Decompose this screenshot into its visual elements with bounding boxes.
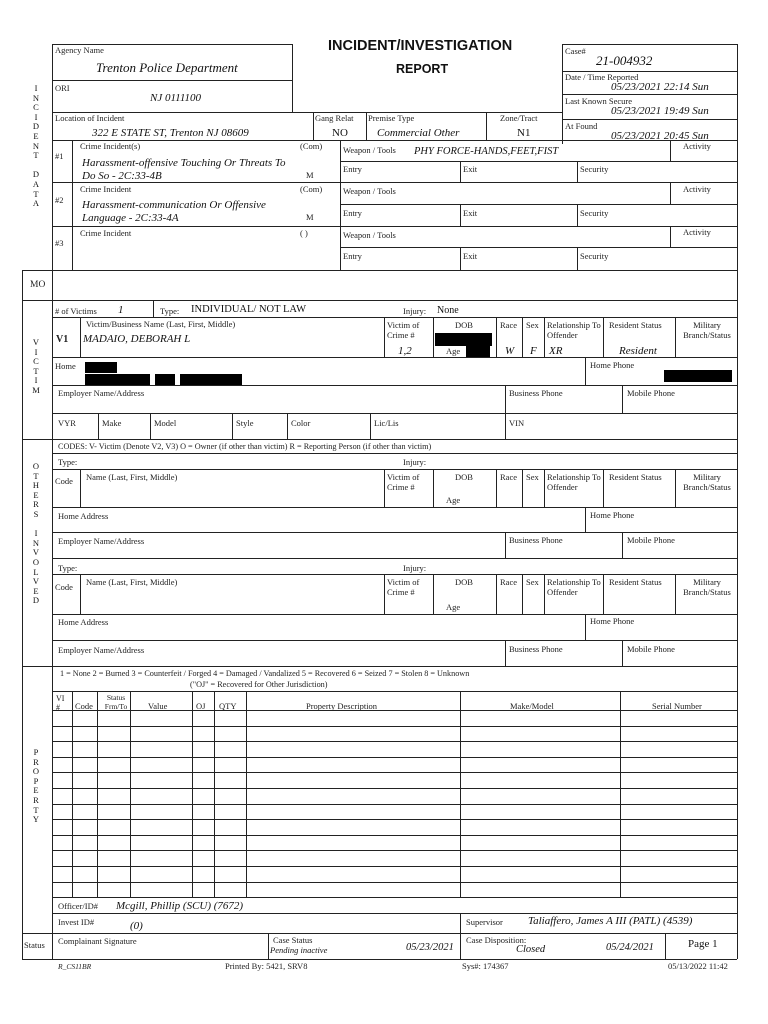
victim-business-phone-label: Business Phone	[509, 388, 563, 398]
zone-value: N1	[517, 127, 531, 139]
invest-label: Invest ID#	[58, 917, 95, 927]
victim-race-label: Race	[500, 320, 517, 330]
victims-count-label: # of Victims	[55, 306, 97, 316]
property-row-line	[52, 866, 737, 867]
victim-res-label: Resident Status	[609, 320, 662, 330]
crime-2-num: #2	[55, 195, 64, 205]
weapon-1-value: PHY FORCE-HANDS,FEET,FIST	[414, 146, 559, 157]
gang-label: Gang Relat	[315, 113, 354, 123]
vin-label: VIN	[509, 418, 525, 428]
victim-injury-label: Injury:	[403, 306, 427, 316]
case-status-value: Pending inactive	[270, 945, 328, 955]
col-desc: Property Description	[306, 701, 378, 711]
make-label: Make	[102, 418, 122, 428]
found-value: 05/23/2021 20:45 Sun	[611, 130, 709, 142]
gang-value: NO	[332, 127, 348, 139]
home-redaction-1	[85, 362, 117, 373]
others-2-type-label: Type:	[58, 563, 78, 573]
victim-name: MADAIO, DEBORAH L	[83, 333, 191, 345]
color-label: Color	[291, 418, 311, 428]
weapon-1-label: Weapon / Tools	[343, 145, 396, 155]
crime-3-com: ( )	[300, 228, 308, 238]
agency-label: Agency Name	[55, 45, 104, 55]
crime-1-line2: Do So - 2C:33-4B	[82, 170, 162, 182]
victim-crime-no-label: Victim of Crime #	[387, 320, 420, 340]
victim-home-label: Home	[55, 361, 76, 371]
victim-employer-label: Employer Name/Address	[58, 388, 145, 398]
vyr-label: VYR	[58, 418, 76, 428]
crime-3-label: Crime Incident	[80, 228, 132, 238]
security-1-label: Security	[580, 164, 609, 174]
case-status-date: 05/23/2021	[406, 942, 454, 953]
supervisor-label: Supervisor	[466, 917, 503, 927]
home-redaction-2	[85, 374, 150, 385]
col-status: Status Frm/To	[104, 693, 128, 711]
home-redaction-4	[180, 374, 242, 385]
others-1-rel-label: Relationship To Offender	[547, 472, 601, 492]
victim-type: INDIVIDUAL/ NOT LAW	[191, 304, 307, 315]
case-number: 21-004932	[596, 53, 653, 68]
agency-name: Trenton Police Department	[96, 60, 238, 75]
victim-res: Resident	[619, 345, 657, 357]
victim-sex: F	[530, 345, 537, 357]
col-serial: Serial Number	[652, 701, 702, 711]
others-1-injury-label: Injury:	[403, 457, 427, 467]
property-row-line	[52, 741, 737, 742]
printed-at: 05/13/2022 11:42	[668, 961, 728, 971]
property-row-line	[52, 710, 737, 711]
col-code: Code	[75, 701, 93, 711]
victim-mil-label: Military Branch/Status	[683, 320, 731, 340]
reported-value: 05/23/2021 22:14 Sun	[611, 81, 709, 93]
others-1-dob-label: DOB	[455, 472, 473, 482]
dob-redaction	[435, 333, 492, 346]
activity-3-label: Activity	[683, 227, 711, 237]
lic-label: Lic/Lis	[374, 418, 399, 428]
security-2-label: Security	[580, 208, 609, 218]
col-oj: OJ	[196, 701, 206, 711]
disposition-value: Closed	[516, 944, 546, 955]
crime-2-label: Crime Incident	[80, 184, 132, 194]
victim-crime-no: 1,2	[398, 345, 412, 357]
weapon-3-label: Weapon / Tools	[343, 230, 396, 240]
victims-count: 1	[118, 304, 124, 316]
incident-side-label: I N C I D E N T D A T A	[32, 83, 40, 209]
victim-side-label: V I C T I M	[32, 337, 40, 395]
others-2-res-label: Resident Status	[609, 577, 662, 587]
property-side-label: P R O P E R T Y	[32, 747, 40, 825]
crime-1-line1: Harassment-offensive Touching Or Threats To	[82, 157, 286, 169]
col-vi: VI #	[56, 694, 65, 712]
style-label: Style	[236, 418, 254, 428]
others-2-home-address-label: Home Address	[58, 617, 109, 627]
entry-2-label: Entry	[343, 208, 362, 218]
victim-age-label: Age	[446, 346, 461, 356]
property-row-line	[52, 772, 737, 773]
supervisor-value: Taliaffero, James A III (PATL) (4539)	[528, 915, 693, 927]
reported-label: Date / Time Reported	[565, 72, 639, 82]
others-side-label: O T H E R S I N V O L V E D	[32, 461, 40, 606]
invest-value: (0)	[130, 920, 143, 932]
property-row-line	[52, 882, 737, 883]
premise-label: Premise Type	[368, 113, 415, 123]
others-1-age-label: Age	[446, 495, 461, 505]
property-row-line	[52, 804, 737, 805]
others-2-dob-label: DOB	[455, 577, 473, 587]
crime-2-com: (Com)	[300, 184, 323, 194]
crime-3-num: #3	[55, 238, 64, 248]
others-2-sex-label: Sex	[526, 577, 539, 587]
activity-2-label: Activity	[683, 184, 711, 194]
others-2-business-phone-label: Business Phone	[509, 644, 563, 654]
codes-legend: CODES: V- Victim (Denote V2, V3) O = Owner (if other than victim) R = Reporting Person (if other than victim)	[58, 442, 432, 451]
age-redaction	[466, 346, 490, 357]
others-2-age-label: Age	[446, 602, 461, 612]
others-1-name-label: Name (Last, First, Middle)	[86, 472, 178, 482]
others-2-injury-label: Injury:	[403, 563, 427, 573]
ori-label: ORI	[55, 83, 70, 93]
home-phone-redaction	[664, 370, 732, 382]
exit-1-label: Exit	[463, 164, 478, 174]
status-label: Status	[24, 940, 45, 950]
zone-label: Zone/Tract	[500, 113, 538, 123]
others-2-code-label: Code	[55, 582, 73, 592]
others-2-home-phone-label: Home Phone	[590, 616, 635, 626]
crime-1-label: Crime Incident(s)	[80, 141, 141, 151]
property-legend-1: 1 = None 2 = Burned 3 = Counterfeit / Forged 4 = Damaged / Vandalized 5 = Recovered 6 = Seized 7 = Stolen 8 = Unknown	[60, 669, 470, 678]
weapon-2-label: Weapon / Tools	[343, 186, 396, 196]
property-legend-2: ("OJ" = Recovered for Other Jurisdiction)	[190, 680, 328, 689]
location-value: 322 E STATE ST, Trenton NJ 08609	[92, 127, 249, 139]
others-2-mil-label: Military Branch/Status	[683, 577, 731, 597]
case-status-label: Case Status	[273, 935, 313, 945]
secure-label: Last Known Secure	[565, 96, 633, 106]
activity-1-label: Activity	[683, 141, 711, 151]
victim-rel-label: Relationship To Offender	[547, 320, 601, 340]
exit-2-label: Exit	[463, 208, 478, 218]
victim-mobile-label: Mobile Phone	[627, 388, 675, 398]
others-1-home-address-label: Home Address	[58, 511, 109, 521]
officer-label: Officer/ID#	[58, 901, 98, 911]
crime-1-m: M	[306, 170, 314, 180]
others-2-employer-label: Employer Name/Address	[58, 645, 145, 655]
others-2-crime-no-label: Victim of Crime #	[387, 577, 420, 597]
ori-value: NJ 0111100	[150, 92, 202, 104]
victim-home-phone-label: Home Phone	[590, 360, 635, 370]
crime-2-m: M	[306, 212, 314, 222]
disposition-date: 05/24/2021	[606, 942, 654, 953]
sys-number: Sys#: 174367	[462, 961, 509, 971]
col-value: Value	[148, 701, 168, 711]
disposition-label: Case Disposition:	[466, 935, 527, 945]
victim-dob-label: DOB	[455, 320, 473, 330]
others-1-code-label: Code	[55, 476, 73, 486]
home-redaction-3	[155, 374, 175, 385]
victim-code: V1	[56, 334, 69, 345]
others-1-type-label: Type:	[58, 457, 78, 467]
premise-value: Commercial Other	[377, 127, 460, 139]
victim-rel: XR	[549, 345, 563, 357]
property-row-line	[52, 788, 737, 789]
others-1-sex-label: Sex	[526, 472, 539, 482]
others-1-crime-no-label: Victim of Crime #	[387, 472, 420, 492]
exit-3-label: Exit	[463, 251, 478, 261]
others-1-mobile-label: Mobile Phone	[627, 535, 675, 545]
col-qty: QTY	[219, 701, 237, 711]
others-2-rel-label: Relationship To Offender	[547, 577, 601, 597]
crime-1-com: (Com)	[300, 141, 323, 151]
others-1-race-label: Race	[500, 472, 517, 482]
security-3-label: Security	[580, 251, 609, 261]
location-label: Location of Incident	[55, 113, 125, 123]
secure-value: 05/23/2021 19:49 Sun	[611, 105, 709, 117]
crime-1-num: #1	[55, 151, 64, 161]
col-make: Make/Model	[510, 701, 554, 711]
mo-label: MO	[30, 280, 46, 290]
others-1-business-phone-label: Business Phone	[509, 535, 563, 545]
form-id: R_CS11BR	[58, 962, 92, 971]
others-1-employer-label: Employer Name/Address	[58, 536, 145, 546]
property-row-line	[52, 819, 737, 820]
report-title: INCIDENT/INVESTIGATION	[328, 38, 513, 54]
victim-injury: None	[437, 305, 459, 316]
case-label: Case#	[565, 46, 586, 56]
property-row-line	[52, 850, 737, 851]
printed-by: Printed By: 5421, SRV8	[225, 961, 308, 971]
crime-2-line2: Language - 2C:33-4A	[82, 212, 179, 224]
page-number: Page 1	[688, 938, 718, 950]
entry-3-label: Entry	[343, 251, 362, 261]
crime-2-line1: Harassment-communication Or Offensive	[82, 199, 266, 211]
victim-sex-label: Sex	[526, 320, 539, 330]
victim-name-label: Victim/Business Name (Last, First, Middle)	[86, 319, 236, 329]
report-subtitle: REPORT	[396, 62, 449, 76]
others-1-res-label: Resident Status	[609, 472, 662, 482]
property-row-line	[52, 757, 737, 758]
model-label: Model	[154, 418, 177, 428]
property-row-line	[52, 835, 737, 836]
others-1-mil-label: Military Branch/Status	[683, 472, 731, 492]
found-label: At Found	[565, 121, 598, 131]
others-2-name-label: Name (Last, First, Middle)	[86, 577, 178, 587]
property-row-line	[52, 726, 737, 727]
victim-race: W	[505, 345, 515, 357]
complainant-label: Complainant Signature	[58, 936, 137, 946]
others-2-race-label: Race	[500, 577, 517, 587]
officer-value: Mcgill, Phillip (SCU) (7672)	[116, 900, 244, 912]
entry-1-label: Entry	[343, 164, 362, 174]
others-2-mobile-label: Mobile Phone	[627, 644, 675, 654]
others-1-home-phone-label: Home Phone	[590, 510, 635, 520]
victim-type-label: Type:	[160, 306, 180, 316]
